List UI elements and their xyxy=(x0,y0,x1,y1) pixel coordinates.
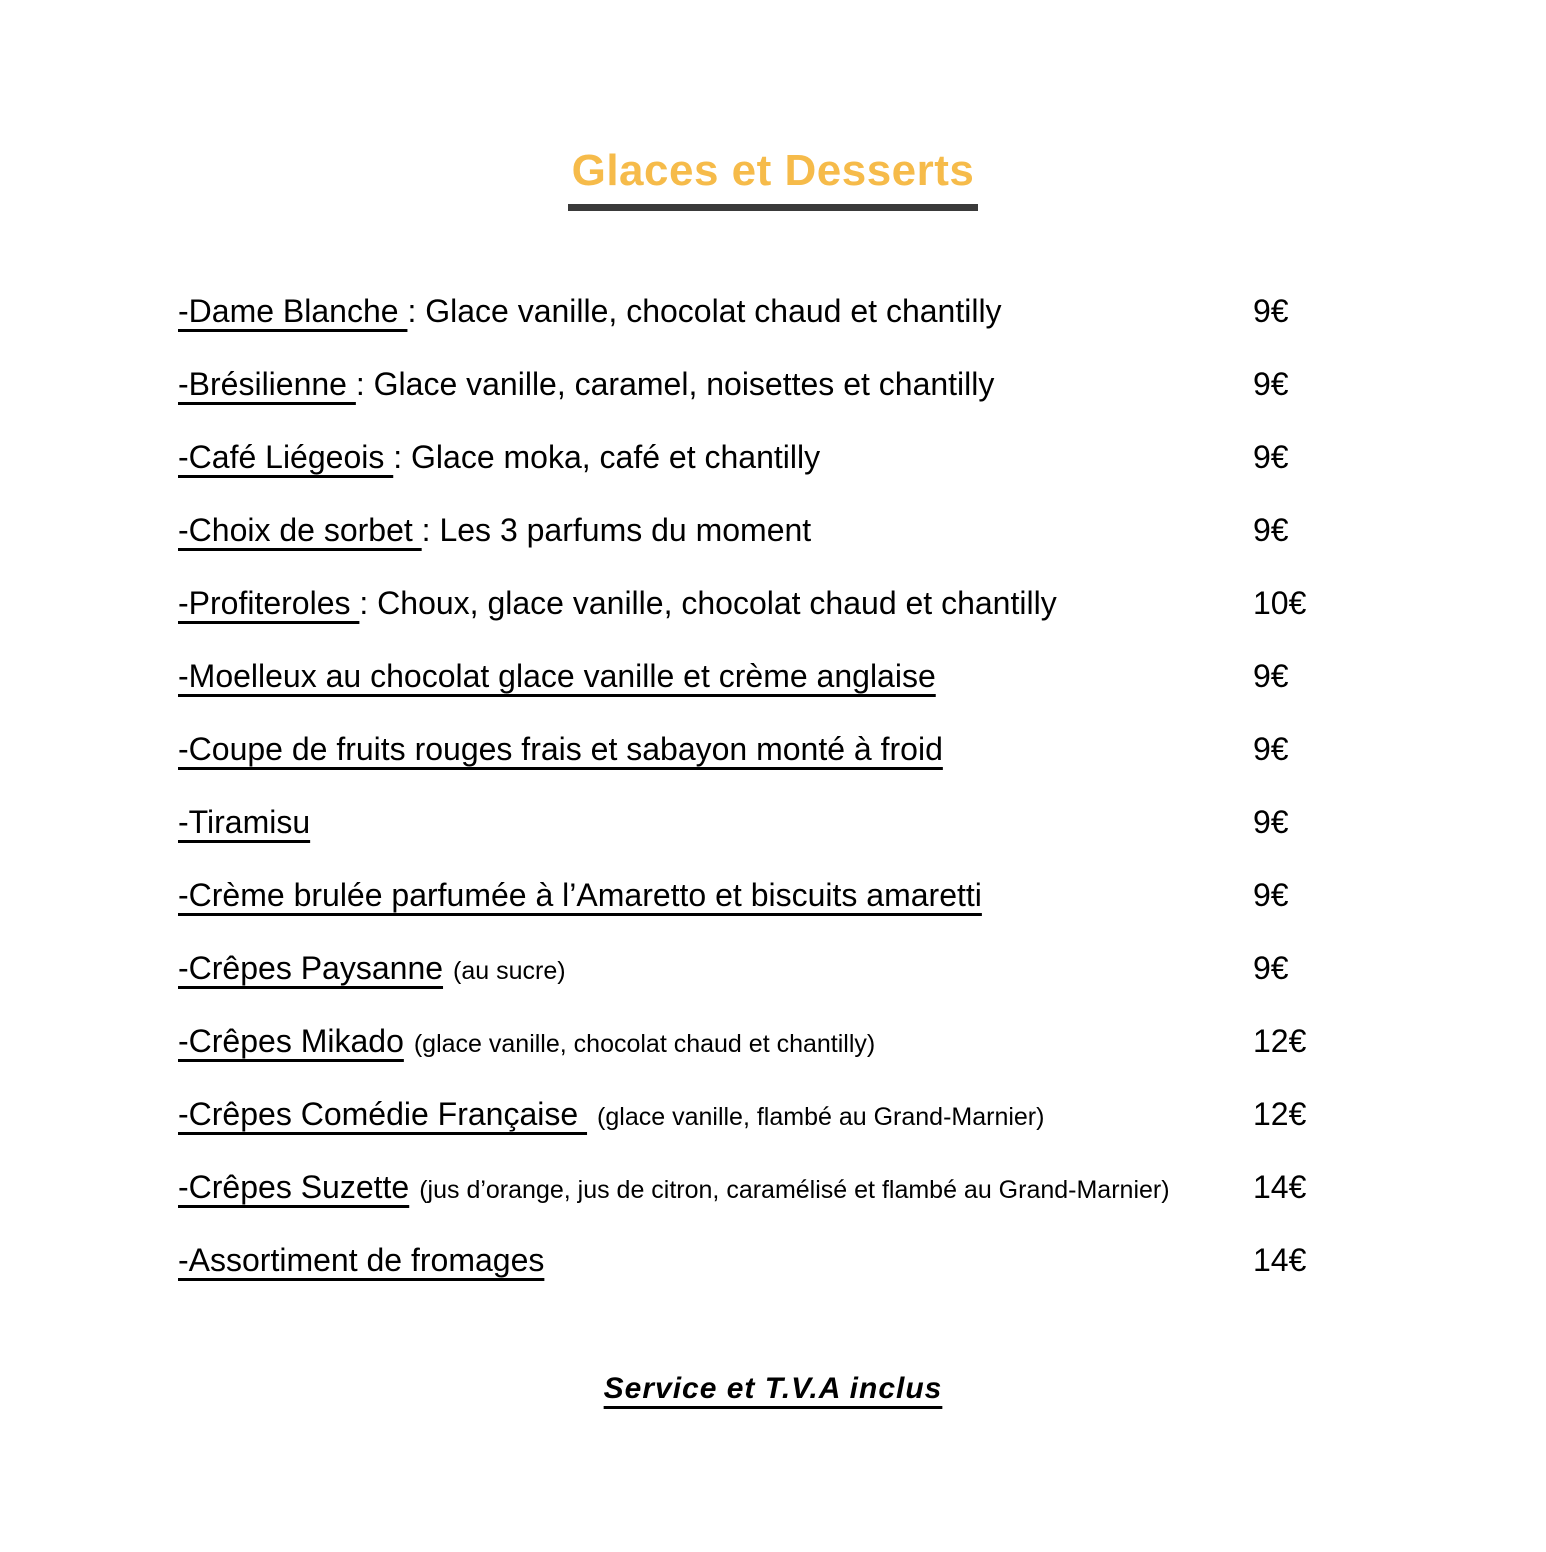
menu-item-text xyxy=(178,511,812,548)
menu-item-row xyxy=(178,785,1546,858)
item-name: -Choix de sorbet xyxy=(178,511,422,548)
menu-item-text xyxy=(178,1095,1045,1132)
footer-note-text: Service et T.V.A inclus xyxy=(603,1372,943,1405)
item-note: (au sucre) xyxy=(453,956,566,985)
item-note: (glace vanille, flambé au Grand-Marnier) xyxy=(597,1102,1045,1131)
menu-item-text xyxy=(178,657,936,694)
item-name: -Café Liégeois xyxy=(178,438,394,475)
item-price: 9€ xyxy=(1253,876,1289,913)
page-title-text: Glaces et Desserts xyxy=(568,146,979,211)
menu-item-text xyxy=(178,1022,876,1059)
item-price: 9€ xyxy=(1253,803,1289,840)
menu-item-row xyxy=(178,274,1546,347)
item-name: -Assortiment de fromages xyxy=(178,1241,545,1278)
menu-item-row xyxy=(178,931,1546,1004)
menu-item-row xyxy=(178,1223,1546,1296)
item-description: : Glace vanille, caramel, noisettes et chantilly xyxy=(355,365,995,402)
menu-item-text xyxy=(178,365,995,402)
item-price: 12€ xyxy=(1253,1022,1307,1059)
item-name: -Profiteroles xyxy=(178,584,360,621)
item-description: : Les 3 parfums du moment xyxy=(421,511,812,548)
item-description: : Glace vanille, chocolat chaud et chantilly xyxy=(407,292,1002,329)
item-note: (jus d’orange, jus de citron, caramélisé et flambé au Grand-Marnier) xyxy=(419,1175,1170,1204)
item-price: 9€ xyxy=(1253,949,1289,986)
item-name: -Moelleux au chocolat glace vanille et crème anglaise xyxy=(178,657,936,694)
menu-item-text xyxy=(178,876,982,913)
item-name: -Crêpes Comédie Française xyxy=(178,1095,588,1132)
menu-item-row xyxy=(178,493,1546,566)
menu-item-row xyxy=(178,420,1546,493)
item-name: -Dame Blanche xyxy=(178,292,408,329)
menu-item-row xyxy=(178,712,1546,785)
menu-item-row xyxy=(178,639,1546,712)
item-price: 10€ xyxy=(1253,584,1307,621)
item-name: -Tiramisu xyxy=(178,803,311,840)
menu-item-row xyxy=(178,1004,1546,1077)
item-name: -Coupe de fruits rouges frais et sabayon monté à froid xyxy=(178,730,943,767)
footer-note xyxy=(0,1372,1546,1406)
item-name: -Crêpes Paysanne xyxy=(178,949,444,986)
item-name: -Crêpes Suzette xyxy=(178,1168,410,1205)
item-name: -Crêpes Mikado xyxy=(178,1022,404,1059)
page-title xyxy=(0,146,1546,211)
item-description: : Glace moka, café et chantilly xyxy=(393,438,821,475)
menu-item-text xyxy=(178,1241,545,1278)
item-price: 14€ xyxy=(1253,1168,1307,1205)
menu-item-text xyxy=(178,730,943,767)
menu-item-text xyxy=(178,1168,1170,1205)
item-price: 9€ xyxy=(1253,438,1289,475)
menu-item-text xyxy=(178,584,1057,621)
menu-item-row xyxy=(178,347,1546,420)
item-name: -Crème brulée parfumée à l’Amaretto et biscuits amaretti xyxy=(178,876,982,913)
menu-item-row xyxy=(178,858,1546,931)
item-name: -Brésilienne xyxy=(178,365,356,402)
item-price: 9€ xyxy=(1253,511,1289,548)
item-price: 12€ xyxy=(1253,1095,1307,1132)
menu-item-text xyxy=(178,803,311,840)
item-price: 9€ xyxy=(1253,730,1289,767)
menu-item-row xyxy=(178,566,1546,639)
menu-list xyxy=(178,274,1546,1296)
item-note: (glace vanille, chocolat chaud et chantilly) xyxy=(413,1029,876,1058)
menu-item-text xyxy=(178,949,566,986)
item-description: : Choux, glace vanille, chocolat chaud et chantilly xyxy=(359,584,1057,621)
item-price: 14€ xyxy=(1253,1241,1307,1278)
item-price: 9€ xyxy=(1253,292,1289,329)
menu-item-row xyxy=(178,1077,1546,1150)
menu-item-text xyxy=(178,292,1002,329)
menu-item-text xyxy=(178,438,821,475)
item-price: 9€ xyxy=(1253,365,1289,402)
menu-item-row xyxy=(178,1150,1546,1223)
item-price: 9€ xyxy=(1253,657,1289,694)
